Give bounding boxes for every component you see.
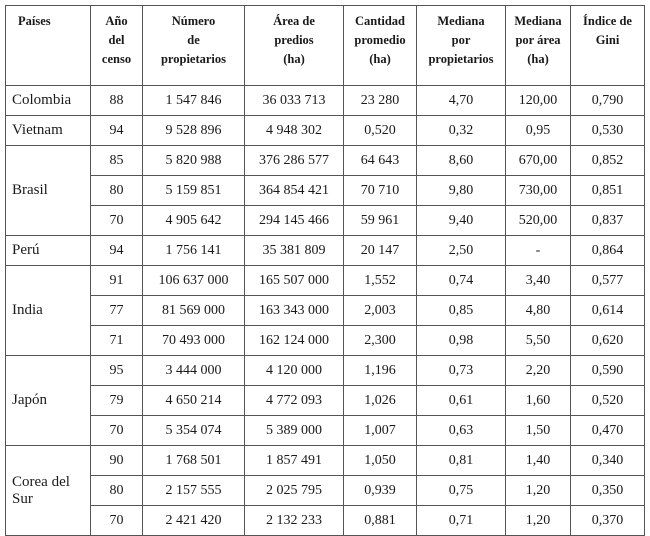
table-cell: 0,851 <box>571 176 645 206</box>
table-row <box>6 116 645 146</box>
table-cell: 80 <box>91 176 143 206</box>
table-cell: 163 343 000 <box>245 296 344 326</box>
table-cell: 0,530 <box>571 116 645 146</box>
table-cell: 20 147 <box>344 236 417 266</box>
table-cell: 0,73 <box>417 356 506 386</box>
table-cell: 4,80 <box>506 296 571 326</box>
table-cell: 70 <box>91 416 143 446</box>
column-header <box>506 6 571 86</box>
table-cell: 0,520 <box>571 386 645 416</box>
table-cell: 0,75 <box>417 476 506 506</box>
country-cell: Japón <box>6 356 91 446</box>
country-cell: Brasil <box>6 146 91 236</box>
table-cell: 0,520 <box>344 116 417 146</box>
column-header-line: (ha) <box>283 52 305 66</box>
column-header-line: predios <box>274 33 314 47</box>
table-cell: 0,71 <box>417 506 506 536</box>
table-cell: 730,00 <box>506 176 571 206</box>
table-row <box>6 446 645 476</box>
table-cell: 106 637 000 <box>143 266 245 296</box>
table-cell: 77 <box>91 296 143 326</box>
table-row <box>6 236 645 266</box>
table-cell: 1,552 <box>344 266 417 296</box>
table-cell: 3 444 000 <box>143 356 245 386</box>
table-cell: 1,007 <box>344 416 417 446</box>
column-header-line: Cantidad <box>354 14 406 28</box>
table-cell: 1 547 846 <box>143 86 245 116</box>
table-cell: 0,74 <box>417 266 506 296</box>
table-cell: 59 961 <box>344 206 417 236</box>
table-cell: 1,050 <box>344 446 417 476</box>
table-cell: 85 <box>91 146 143 176</box>
table-cell: 0,340 <box>571 446 645 476</box>
table-cell: 0,837 <box>571 206 645 236</box>
column-header-line: Número <box>171 14 216 28</box>
column-header <box>6 6 91 86</box>
column-header-line: por <box>451 33 471 47</box>
table-cell: 5 389 000 <box>245 416 344 446</box>
table-cell: 91 <box>91 266 143 296</box>
column-header-line: Área de <box>273 14 315 28</box>
table-cell: 1,40 <box>506 446 571 476</box>
table-cell: 0,577 <box>571 266 645 296</box>
table-cell: 9,40 <box>417 206 506 236</box>
column-header-line: por área <box>515 33 561 47</box>
column-header-line: Países <box>18 14 51 28</box>
table-cell: 520,00 <box>506 206 571 236</box>
table-cell: 0,790 <box>571 86 645 116</box>
table-cell: 4 772 093 <box>245 386 344 416</box>
table-cell: 1,196 <box>344 356 417 386</box>
table-row <box>6 356 645 386</box>
table-cell: 23 280 <box>344 86 417 116</box>
table-cell: 1,50 <box>506 416 571 446</box>
table-cell: 0,61 <box>417 386 506 416</box>
table-cell: 94 <box>91 116 143 146</box>
table-cell: 2,20 <box>506 356 571 386</box>
table-cell: 2 025 795 <box>245 476 344 506</box>
table-header <box>6 6 645 86</box>
table-cell: 2 132 233 <box>245 506 344 536</box>
table-row <box>6 506 645 536</box>
table-cell: 294 145 466 <box>245 206 344 236</box>
column-header-line: censo <box>101 52 132 66</box>
table-cell: 2,300 <box>344 326 417 356</box>
table-cell: 670,00 <box>506 146 571 176</box>
column-header-line: Mediana <box>437 14 485 28</box>
table-cell: 165 507 000 <box>245 266 344 296</box>
table-cell: 95 <box>91 356 143 386</box>
table-cell: 70 710 <box>344 176 417 206</box>
table-row <box>6 266 645 296</box>
table-cell: 35 381 809 <box>245 236 344 266</box>
table-cell: 79 <box>91 386 143 416</box>
country-cell: Corea del Sur <box>6 446 91 536</box>
table-row <box>6 476 645 506</box>
column-header-line: propietarios <box>428 52 494 66</box>
table-cell: - <box>506 236 571 266</box>
table-cell: 90 <box>91 446 143 476</box>
table-cell: 0,85 <box>417 296 506 326</box>
column-header <box>344 6 417 86</box>
table-cell: 1,20 <box>506 476 571 506</box>
column-header <box>143 6 245 86</box>
table-cell: 120,00 <box>506 86 571 116</box>
column-header-line: (ha) <box>369 52 391 66</box>
table-cell: 80 <box>91 476 143 506</box>
table-row <box>6 206 645 236</box>
table-cell: 0,939 <box>344 476 417 506</box>
table-row <box>6 416 645 446</box>
table-cell: 2,003 <box>344 296 417 326</box>
table-cell: 1 768 501 <box>143 446 245 476</box>
table-cell: 4 650 214 <box>143 386 245 416</box>
table-cell: 1 756 141 <box>143 236 245 266</box>
table-cell: 376 286 577 <box>245 146 344 176</box>
table-cell: 0,350 <box>571 476 645 506</box>
table-cell: 70 <box>91 506 143 536</box>
table-cell: 0,81 <box>417 446 506 476</box>
table-cell: 4 120 000 <box>245 356 344 386</box>
table-cell: 1,60 <box>506 386 571 416</box>
table-cell: 5 820 988 <box>143 146 245 176</box>
table-cell: 0,614 <box>571 296 645 326</box>
column-header-line: (ha) <box>527 52 549 66</box>
table-row <box>6 326 645 356</box>
column-header-line: de <box>187 33 200 47</box>
table-cell: 0,864 <box>571 236 645 266</box>
country-cell: India <box>6 266 91 356</box>
table-cell: 0,63 <box>417 416 506 446</box>
table-cell: 64 643 <box>344 146 417 176</box>
table-cell: 0,881 <box>344 506 417 536</box>
table-cell: 4,70 <box>417 86 506 116</box>
table-cell: 0,620 <box>571 326 645 356</box>
table-cell: 81 569 000 <box>143 296 245 326</box>
table-cell: 4 905 642 <box>143 206 245 236</box>
country-cell: Vietnam <box>6 116 91 146</box>
column-header <box>245 6 344 86</box>
table-cell: 3,40 <box>506 266 571 296</box>
table-cell: 70 493 000 <box>143 326 245 356</box>
column-header <box>417 6 506 86</box>
column-header-line: Índice de <box>583 14 632 28</box>
table-cell: 71 <box>91 326 143 356</box>
table-body <box>6 86 645 536</box>
column-header-line: propietarios <box>160 52 227 66</box>
table-cell: 5 159 851 <box>143 176 245 206</box>
column-header <box>91 6 143 86</box>
table-cell: 2 421 420 <box>143 506 245 536</box>
table-cell: 88 <box>91 86 143 116</box>
table-row <box>6 296 645 326</box>
table-cell: 1,026 <box>344 386 417 416</box>
land-distribution-table <box>5 5 645 536</box>
table-cell: 0,470 <box>571 416 645 446</box>
table-cell: 364 854 421 <box>245 176 344 206</box>
table-cell: 9,80 <box>417 176 506 206</box>
table-row <box>6 386 645 416</box>
table-cell: 1 857 491 <box>245 446 344 476</box>
table-cell: 162 124 000 <box>245 326 344 356</box>
column-header <box>571 6 645 86</box>
header-row <box>6 6 645 86</box>
table-cell: 8,60 <box>417 146 506 176</box>
country-cell: Colombia <box>6 86 91 116</box>
table-cell: 0,95 <box>506 116 571 146</box>
table-cell: 0,98 <box>417 326 506 356</box>
country-cell: Perú <box>6 236 91 266</box>
column-header-line: Gini <box>595 33 620 47</box>
column-header-line: Mediana <box>514 14 562 28</box>
land-distribution-table-container <box>5 5 644 536</box>
table-cell: 1,20 <box>506 506 571 536</box>
table-cell: 0,32 <box>417 116 506 146</box>
table-cell: 2 157 555 <box>143 476 245 506</box>
column-header-line: del <box>108 33 125 47</box>
column-header-line: promedio <box>354 33 406 47</box>
table-cell: 36 033 713 <box>245 86 344 116</box>
table-cell: 9 528 896 <box>143 116 245 146</box>
column-header-line: Año <box>105 14 128 28</box>
table-cell: 0,590 <box>571 356 645 386</box>
table-row <box>6 86 645 116</box>
table-cell: 5 354 074 <box>143 416 245 446</box>
table-cell: 0,370 <box>571 506 645 536</box>
table-cell: 5,50 <box>506 326 571 356</box>
table-cell: 2,50 <box>417 236 506 266</box>
table-row <box>6 176 645 206</box>
table-cell: 94 <box>91 236 143 266</box>
table-row <box>6 146 645 176</box>
table-cell: 70 <box>91 206 143 236</box>
table-cell: 4 948 302 <box>245 116 344 146</box>
table-cell: 0,852 <box>571 146 645 176</box>
